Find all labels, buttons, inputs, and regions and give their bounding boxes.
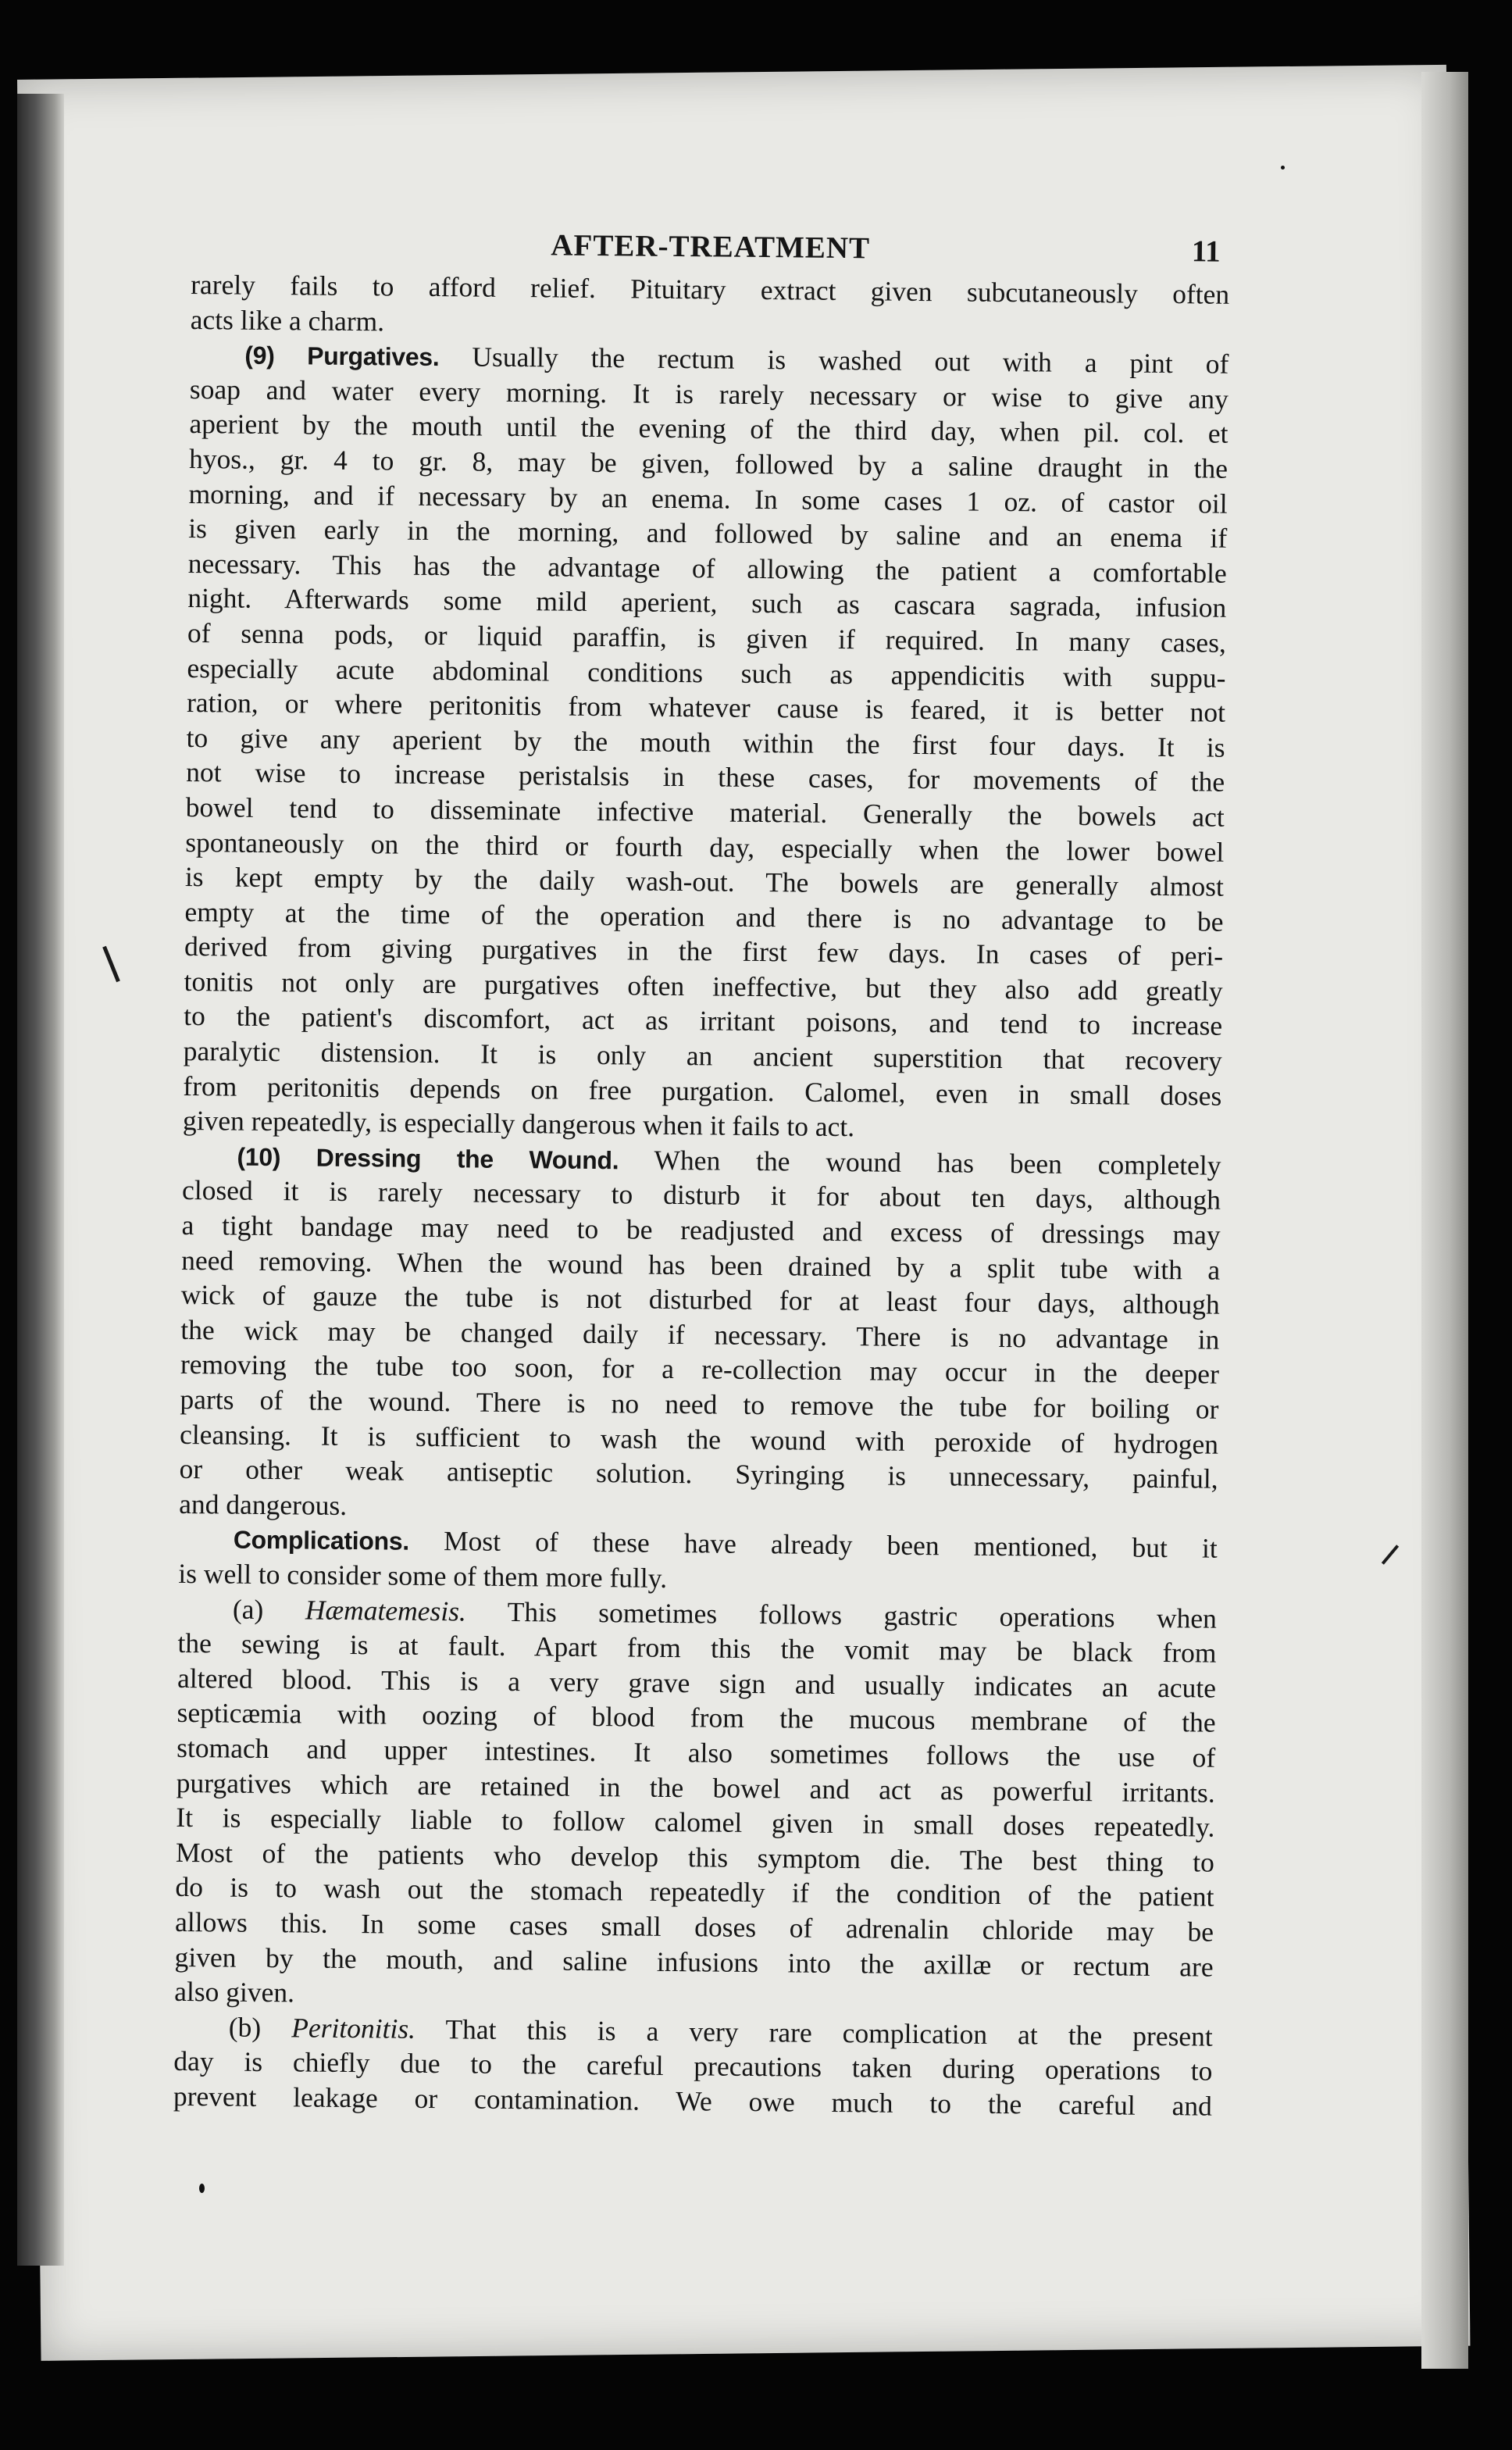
text-line: tonitis not only are purgatives often ineffective, but they also add greatly: [184, 965, 1223, 1007]
text-line: removing the tube too soon, for a re-collection may occur in the deeper: [180, 1348, 1220, 1391]
text-line: soap and water every morning. It is rarely necessary or wise to give any: [189, 373, 1229, 415]
text-line: not wise to increase peristalsis in these cases, for movements of the: [186, 756, 1225, 798]
section-heading-dressing-the-wound: (10) Dressing the Wound.: [237, 1142, 619, 1175]
text-line: to give any aperient by the mouth within the first four days. It is: [186, 721, 1225, 763]
text-line: from peritonitis depends on free purgation. Calomel, even in small doses: [183, 1070, 1222, 1112]
section-heading-purgatives: (9) Purgatives.: [244, 341, 440, 372]
text-line: septicæmia with oozing of blood from the mucous membrane of the: [177, 1697, 1216, 1739]
text-line: empty at the time of the operation and there is no advantage to be: [184, 895, 1224, 938]
text-line: of senna pods, or liquid paraffin, is given if required. In many cases,: [187, 616, 1227, 659]
text-line: closed it is rarely necessary to disturb it for about ten days, although: [181, 1174, 1221, 1216]
text-line: is kept empty by the daily wash-out. The bowels are generally almost: [184, 861, 1225, 902]
text-line: spontaneously on the third or fourth day, especially when the lower bowel: [185, 826, 1225, 868]
text-line: parts of the wound. There is no need to remove the tube for boiling or: [180, 1383, 1219, 1425]
text-line: derived from giving purgatives in the first few days. In cases of peri-: [184, 930, 1224, 973]
text-line: also given.: [174, 1975, 295, 2009]
text-line: ration, or where peritonitis from whatever cause is feared, it is better not: [186, 687, 1226, 728]
text-line: do is to wash out the stomach repeatedly if the condition of the patient: [175, 1871, 1214, 1912]
text-run: Usually the rectum is washed out with a pint of: [472, 341, 1229, 380]
text-line: hyos., gr. 4 to gr. 8, may be given, followed by a saline draught in the: [188, 442, 1228, 484]
text-line: cleansing. It is sufficient to wash the wound with peroxide of hydrogen: [179, 1418, 1219, 1460]
text-line: day is chiefly due to the careful precautions taken during operations to: [173, 2045, 1213, 2087]
page-fold-edge: [1421, 72, 1468, 2369]
text-line: given repeatedly, is especially dangerous when it fails to act.: [182, 1105, 855, 1143]
text-line: and dangerous.: [179, 1488, 348, 1521]
text-line: bowel tend to disseminate infective material. Generally the bowels act: [185, 791, 1225, 833]
text-line: to the patient's discomfort, act as irritant poisons, and tend to increase: [184, 1000, 1223, 1042]
text-line: aperient by the mouth until the evening of the third day, when pil. col. et: [189, 408, 1228, 450]
text-line: especially acute abdominal conditions such as appendicitis with suppu-: [187, 652, 1226, 694]
item-label: (a): [232, 1593, 264, 1625]
book-binding-edge: [17, 94, 64, 2266]
text-line: the wick may be changed daily if necessary. There is no advantage in: [180, 1313, 1220, 1355]
section-heading-complications: Complications.: [233, 1525, 410, 1556]
text-line: paralytic distension. It is only an ancient superstition that recovery: [183, 1035, 1222, 1077]
text-line: acts like a charm.: [190, 303, 385, 337]
text-line: It is especially liable to follow calomel given in small doses repeatedly.: [176, 1802, 1215, 1843]
text-run: That this is a very rare complication at the present: [445, 2012, 1213, 2052]
text-line: need removing. When the wound has been drained by a split tube with a: [181, 1244, 1221, 1286]
text-line: or other weak antiseptic solution. Syringing is unnecessary, painful,: [179, 1453, 1218, 1495]
page-text: [173, 220, 1230, 2123]
text-line: allows this. In some cases small doses of adrenalin chloride may be: [174, 1905, 1214, 1948]
text-line: given by the mouth, and saline infusions into the axillæ or rectum are: [174, 1941, 1214, 1983]
text-line: stomach and upper intestines. It also sometimes follows the use of: [177, 1731, 1216, 1773]
italic-term-peritonitis: Peritonitis.: [291, 2012, 416, 2045]
text-line: morning, and if necessary by an enema. In some cases 1 oz. of castor oil: [188, 477, 1228, 520]
text-line: the sewing is at fault. Apart from this the vomit may be black from: [177, 1627, 1217, 1669]
text-line: a tight bandage may need to be readjusted and excess of dressings may: [181, 1209, 1221, 1251]
text-line: is given early in the morning, and followed by saline and an enema if: [188, 512, 1228, 554]
text-line: necessary. This has the advantage of allowing the patient a comfortable: [187, 547, 1227, 589]
text-run: When the wound has been completely: [654, 1144, 1221, 1181]
text-line: wick of gauze the tube is not disturbed for at least four days, although: [180, 1279, 1220, 1320]
text-line: night. Afterwards some mild aperient, such as cascara sagrada, infusion: [187, 582, 1227, 624]
ink-spot: [1281, 166, 1285, 170]
italic-term-haematemesis: Hæmatemesis.: [305, 1594, 467, 1627]
text-line: prevent leakage or contamination. We owe much to the careful and: [173, 2080, 1213, 2122]
text-line: Most of the patients who develop this symptom die. The best thing to: [175, 1836, 1215, 1878]
text-run: Most of these have already been mentioned, but it: [443, 1525, 1218, 1565]
text-run: This sometimes follows gastric operations when: [507, 1595, 1218, 1634]
text-line: altered blood. This is a very grave sign and usually indicates an acute: [177, 1662, 1217, 1704]
ink-spot: [199, 2184, 205, 2193]
text-line: rarely fails to afford relief. Pituitary extract given subcutaneously often: [191, 268, 1230, 310]
text-line: is well to consider some of them more fully.: [178, 1557, 668, 1594]
text-line: purgatives which are retained in the bowel and act as powerful irritants.: [176, 1766, 1215, 1809]
running-header: [191, 220, 1230, 277]
page-number: 11: [1191, 234, 1221, 269]
item-label: (b): [228, 2011, 262, 2043]
running-title: AFTER-TREATMENT: [551, 228, 871, 266]
